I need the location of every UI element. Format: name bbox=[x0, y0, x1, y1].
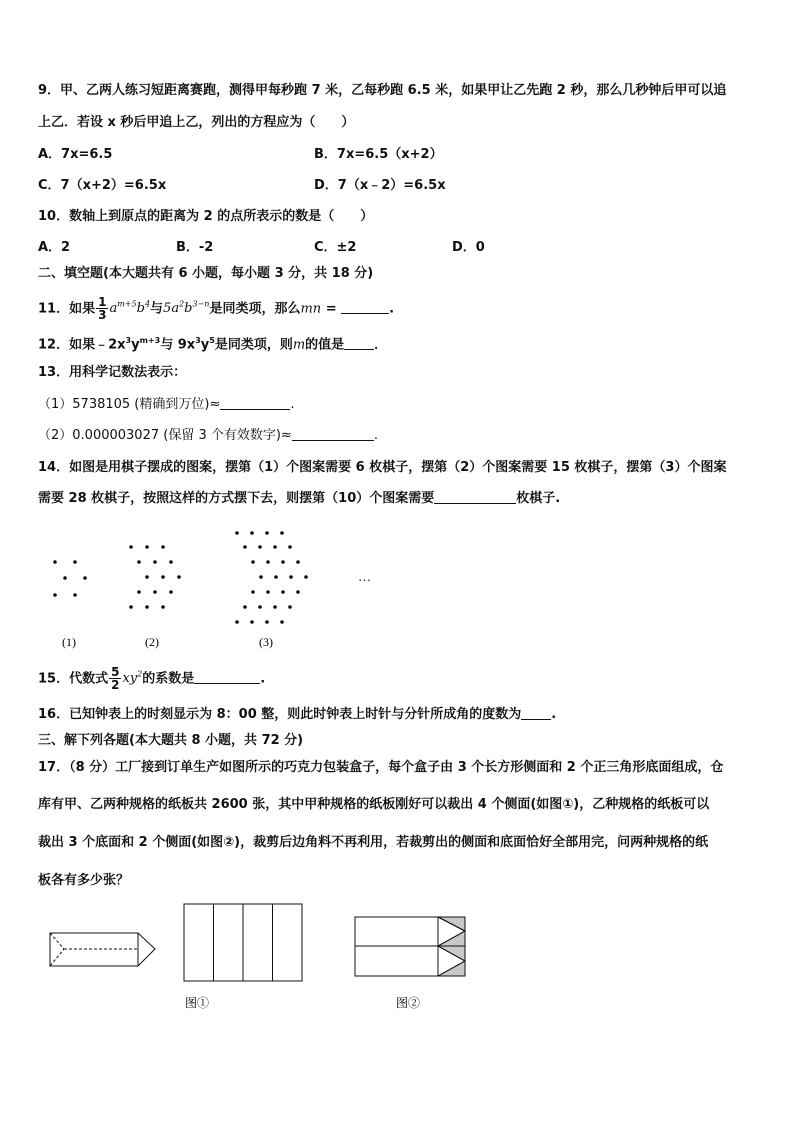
q11-term1-base2: b bbox=[136, 301, 145, 317]
q11-term1-base: a bbox=[109, 301, 118, 317]
q16-end: . bbox=[551, 707, 557, 722]
q12-exp2: m+3 bbox=[139, 336, 161, 345]
q12-answer-blank[interactable] bbox=[344, 336, 374, 350]
q15-exp: 2 bbox=[137, 670, 143, 679]
q14-figure bbox=[40, 525, 400, 655]
q10-option-a: A．2 bbox=[38, 240, 71, 255]
q12-exp3: 3 bbox=[195, 336, 201, 345]
q17-line3: 裁出 3 个底面和 2 个侧面(如图②)，裁剪后边角料不再利用，若裁剪出的侧面和底面恰好全部用完，问两种规格的纸 bbox=[38, 835, 709, 850]
q10-option-c: C．±2 bbox=[314, 240, 357, 255]
q15 bbox=[38, 660, 265, 694]
q13-stem: 13．用科学记数法表示： bbox=[38, 365, 187, 380]
q14-line2 bbox=[38, 490, 560, 508]
q16-text: 16．已知钟表上的时刻显示为 8：00 整，则此时钟表上时针与分针所成角的度数为 bbox=[38, 707, 522, 722]
q16-answer-blank[interactable] bbox=[521, 706, 551, 720]
q11-term1-exp2: 4 bbox=[144, 300, 151, 309]
q12 bbox=[38, 332, 387, 354]
q12-end: ． bbox=[374, 337, 388, 353]
q13-part2 bbox=[38, 427, 378, 445]
q11-term2-exp: 2 bbox=[179, 300, 185, 309]
q11-term2 bbox=[163, 301, 209, 316]
prism-box-diagram bbox=[50, 933, 155, 966]
q11-answer-blank[interactable] bbox=[341, 300, 389, 314]
figure-1-label: 图① bbox=[185, 996, 210, 1010]
q13-part1-text: （1）5738105 (精确到万位)≈ bbox=[38, 397, 221, 412]
q15-frac-den: 2 bbox=[111, 678, 120, 693]
q12-text1: 12．如果﹣2x bbox=[38, 337, 126, 353]
figure-1-diagram bbox=[184, 904, 302, 981]
pattern-1 bbox=[53, 560, 87, 597]
q12-text4: y bbox=[200, 337, 210, 353]
q15-fraction bbox=[109, 666, 121, 691]
figure-2-label: 图② bbox=[396, 996, 421, 1010]
q13-part1 bbox=[38, 396, 294, 414]
q11-term2-coef: 5a bbox=[163, 301, 180, 317]
q13-part1-blank[interactable] bbox=[220, 396, 290, 410]
q12-text3: 与 9x bbox=[160, 337, 196, 353]
q15-answer-blank[interactable] bbox=[194, 670, 260, 684]
q12-text6: 的值是 bbox=[305, 337, 345, 353]
q12-exp4: 5 bbox=[209, 336, 215, 345]
q14-line1: 14．如图是用棋子摆成的图案，摆第（1）个图案需要 6 枚棋子，摆第（2）个图案需要 15 枚棋子，摆第（3）个图案 bbox=[38, 460, 727, 475]
q11-end: . bbox=[389, 301, 395, 317]
q12-text2: y bbox=[131, 337, 140, 353]
q17-line1: 17．（8 分）工厂接到订单生产如图所示的巧克力包装盒子，每个盒子由 3 个长方形侧面和 2 个正三角形底面组成，仓 bbox=[38, 760, 724, 775]
pattern-label-1: (1) bbox=[62, 635, 76, 649]
q15-suffix: 的系数是 bbox=[142, 671, 195, 687]
q15-prefix: 15．代数式 bbox=[38, 671, 109, 687]
q11-fraction bbox=[96, 296, 108, 321]
q12-text5: 是同类项，则 bbox=[214, 337, 293, 353]
q10-option-d: D．0 bbox=[452, 240, 485, 255]
section-3-heading: 三、解下列各题(本大题共 8 小题，共 72 分) bbox=[38, 733, 304, 748]
q9-line1: 9．甲、乙两人练习短距离赛跑，测得甲每秒跑 7 米，乙每秒跑 6.5 米，如果甲让乙先跑 2 秒，那么几秒钟后甲可以追 bbox=[38, 83, 727, 98]
q11-mn: mn bbox=[300, 301, 322, 317]
q11-frac-den: 3 bbox=[98, 308, 107, 323]
q17-figures bbox=[40, 895, 480, 1020]
q11-term1-exp: m+5 bbox=[117, 300, 137, 309]
figure-2-diagram bbox=[355, 917, 465, 976]
q14-answer-blank[interactable] bbox=[434, 490, 516, 504]
q14-line2-post: 枚棋子. bbox=[516, 491, 561, 506]
q16 bbox=[38, 706, 556, 724]
q11-frac-num: 1 bbox=[98, 295, 107, 310]
q10-stem: 10．数轴上到原点的距离为 2 的点所表示的数是（ ） bbox=[38, 209, 374, 224]
pattern-2 bbox=[129, 545, 181, 609]
q10-option-b: B．-2 bbox=[176, 240, 214, 255]
q11-suffix: 是同类项，那么 bbox=[209, 301, 301, 317]
q9-option-b: B．7x=6.5（x+2） bbox=[314, 147, 443, 162]
q11-mid: 与 bbox=[150, 301, 164, 317]
section-2-heading: 二、填空题(本大题共有 6 小题，每小题 3 分，共 18 分) bbox=[38, 266, 374, 281]
q9-option-d: D．7（x﹣2）=6.5x bbox=[314, 178, 446, 193]
pattern-label-2: (2) bbox=[145, 635, 159, 649]
q15-var: xy bbox=[122, 671, 138, 687]
q12-exp1: 3 bbox=[125, 336, 132, 345]
q9-option-a: A．7x=6.5 bbox=[38, 147, 113, 162]
q11-term1 bbox=[109, 301, 150, 316]
q15-frac-num: 5 bbox=[111, 665, 120, 680]
q11-term2-exp2: 3−n bbox=[192, 300, 210, 309]
q12-var-m: m bbox=[292, 337, 306, 353]
q17-line2: 库有甲、乙两种规格的纸板共 2600 张，其中甲种规格的纸板刚好可以裁出 4 个侧面(如图①)，乙种规格的纸板可以 bbox=[38, 797, 710, 812]
pattern-3 bbox=[235, 531, 308, 624]
pattern-label-3: (3) bbox=[259, 635, 273, 649]
q9-option-c: C．7（x+2）=6.5x bbox=[38, 178, 167, 193]
q13-part1-end: . bbox=[290, 397, 295, 412]
q13-part2-end: . bbox=[373, 428, 378, 443]
q13-part2-text: （2）0.000003027 (保留 3 个有效数字)≈ bbox=[38, 428, 292, 443]
q11-eq: = bbox=[321, 301, 342, 317]
q15-end: . bbox=[260, 671, 266, 687]
q13-part2-blank[interactable] bbox=[292, 427, 374, 441]
q17-line4: 板各有多少张？ bbox=[38, 873, 130, 888]
q15-term bbox=[122, 671, 142, 686]
q11-term2-base2: b bbox=[184, 301, 193, 317]
q14-line2-pre: 需要 28 枚棋子，按照这样的方式摆下去，则摆第（10）个图案需要 bbox=[38, 491, 435, 506]
q9-line2: 上乙．若设 x 秒后甲追上乙，列出的方程应为（ ） bbox=[38, 115, 355, 130]
q11 bbox=[38, 290, 394, 324]
pattern-ellipsis: … bbox=[358, 569, 371, 584]
q11-prefix: 11．如果 bbox=[38, 301, 96, 317]
